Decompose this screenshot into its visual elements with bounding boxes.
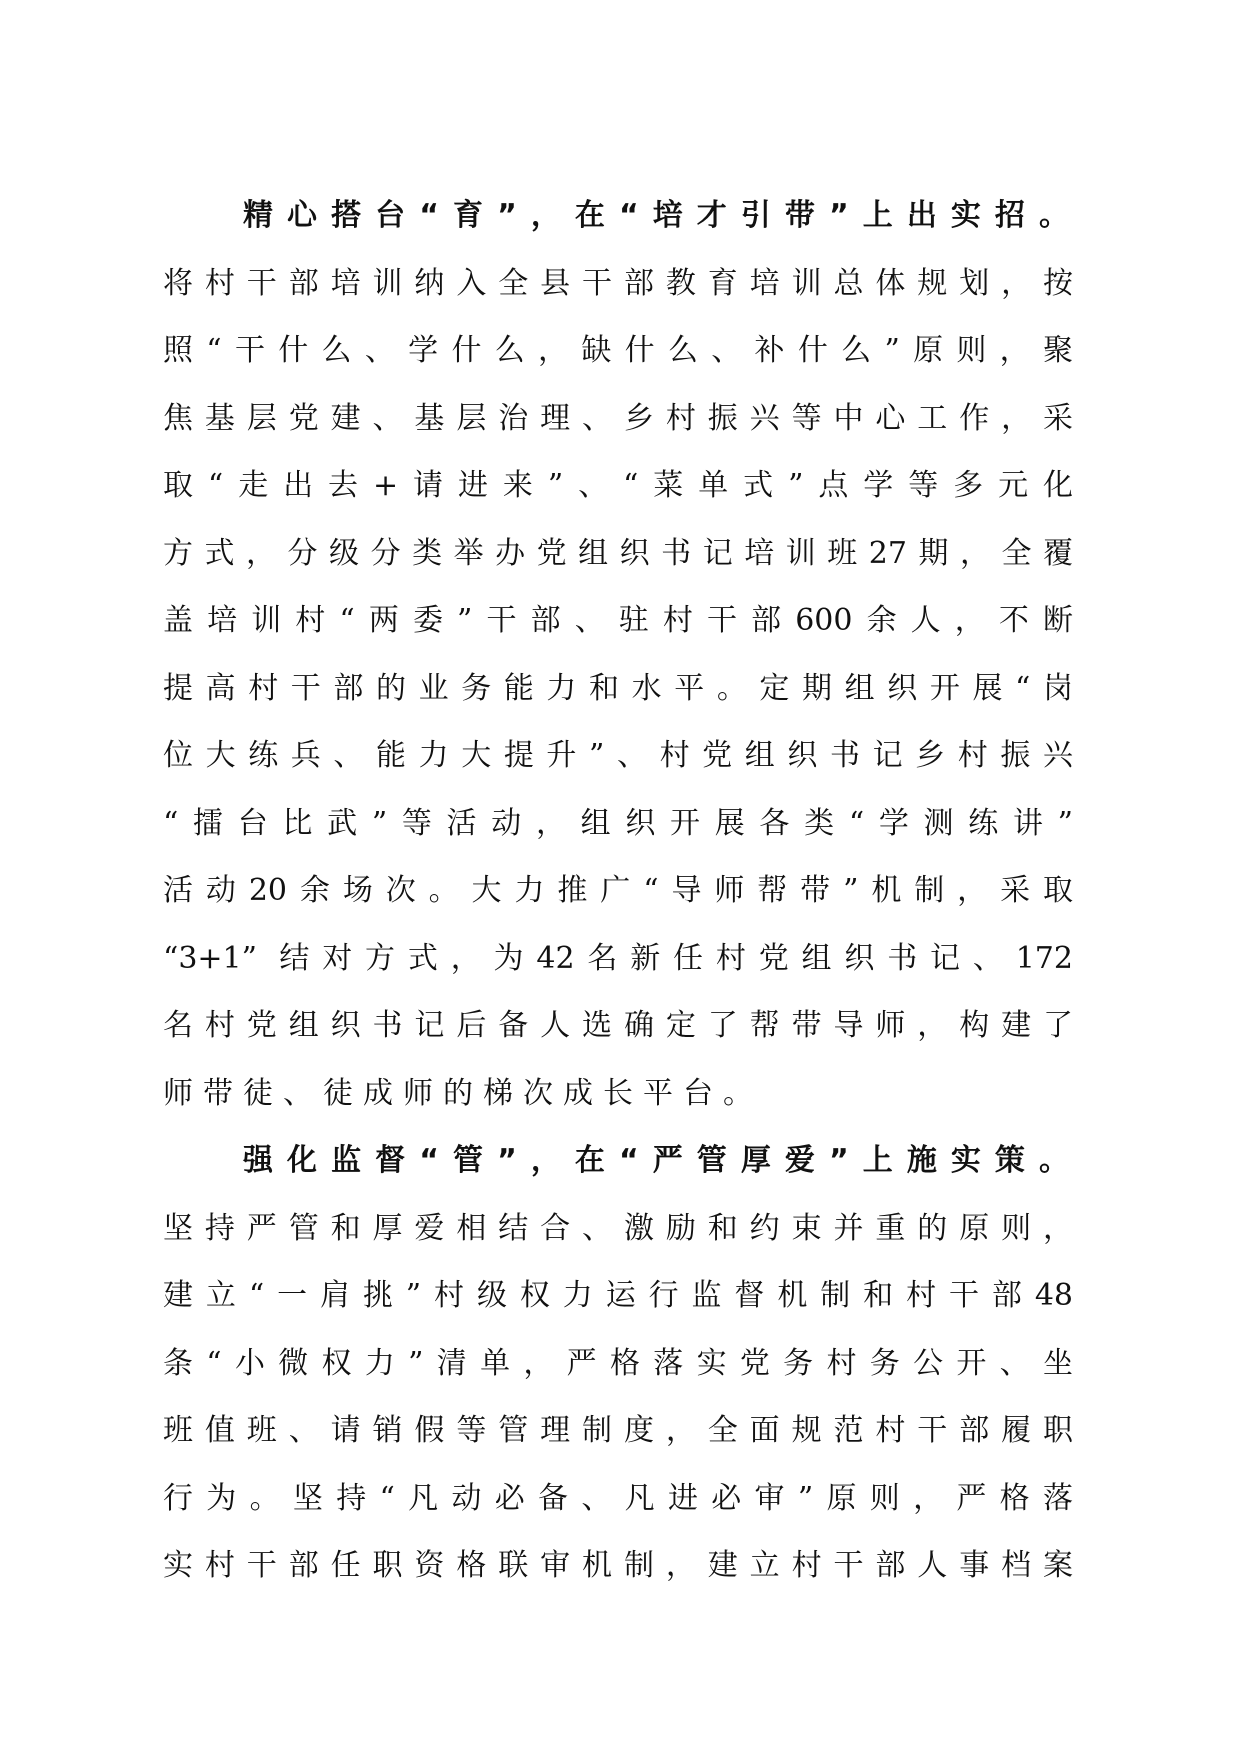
- paragraph-line: 取“走出去+请进来”、“菜单式”点学等多元化: [163, 468, 1073, 503]
- paragraph-line: 班值班、请销假等管理制度，全面规范村干部履职: [163, 1413, 1073, 1448]
- section-1-heading: 精心搭台“育”，在“培才引带”上出实招。: [243, 198, 1073, 233]
- paragraph-line: 实村干部任职资格联审机制，建立村干部人事档案: [163, 1548, 1073, 1583]
- paragraph-line: 坚持严管和厚爱相结合、激励和约束并重的原则，: [163, 1210, 1073, 1246]
- paragraph-line: “3+1” 结对方式，为42名新任村党组织书记、172: [163, 940, 1073, 976]
- paragraph-line: 照“干什么、学什么，缺什么、补什么”原则，聚: [163, 333, 1073, 368]
- paragraph-line: 盖培训村“两委”干部、驻村干部600余人，不断: [163, 603, 1073, 638]
- paragraph-line: “擂台比武”等活动，组织开展各类“学测练讲”: [163, 805, 1073, 841]
- paragraph-line: 方式，分级分类举办党组织书记培训班27期，全覆: [163, 535, 1073, 571]
- paragraph-line: 建立“一肩挑”村级权力运行监督机制和村干部48: [163, 1278, 1073, 1313]
- paragraph-line: 提高村干部的业务能力和水平。定期组织开展“岗: [163, 670, 1073, 706]
- paragraph-line: 行为。坚持“凡动必备、凡进必审”原则，严格落: [163, 1480, 1073, 1516]
- section-2-heading: 强化监督“管”，在“严管厚爱”上施实策。: [243, 1143, 1073, 1178]
- paragraph-line: 条“小微权力”清单，严格落实党务村务公开、坐: [163, 1345, 1073, 1381]
- paragraph-line: 师带徒、徒成师的梯次成长平台。: [163, 1075, 763, 1111]
- paragraph-line: 名村党组织书记后备人选确定了帮带导师，构建了: [163, 1008, 1073, 1043]
- paragraph-line: 活动20余场次。大力推广“导师帮带”机制，采取: [163, 873, 1073, 908]
- paragraph-line: 位大练兵、能力大提升”、村党组织书记乡村振兴: [163, 738, 1073, 773]
- document-body: [163, 182, 1073, 1600]
- paragraph-line: 焦基层党建、基层治理、乡村振兴等中心工作，采: [163, 400, 1073, 436]
- paragraph-line: 将村干部培训纳入全县干部教育培训总体规划，按: [163, 265, 1073, 301]
